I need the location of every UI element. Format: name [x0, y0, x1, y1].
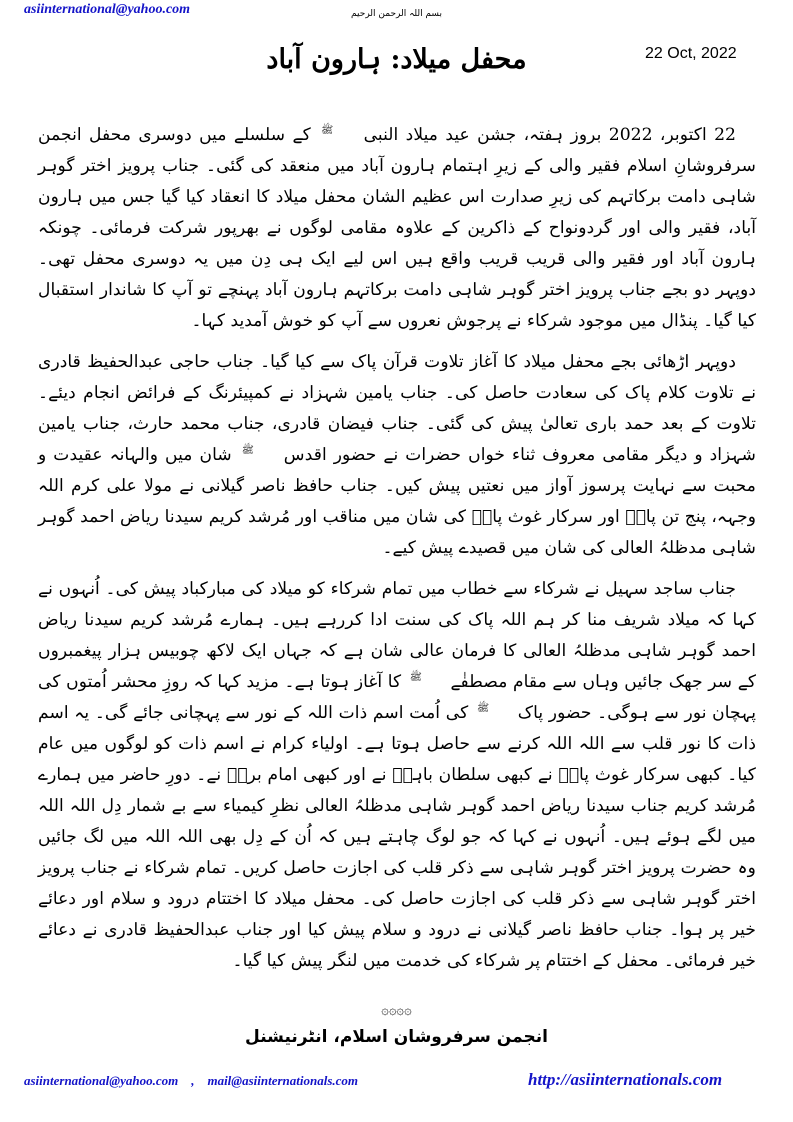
paragraph-1 — [38, 120, 756, 337]
salawat-icon: ﷺ — [409, 672, 422, 684]
footer-emails — [24, 1072, 358, 1090]
footer-email-1-link[interactable]: asiinternational@yahoo.com — [24, 1073, 179, 1088]
paragraph-2-text-b: شان میں والہانہ عقیدت و محبت سے نہایت پرسوز آواز میں نعتیں پیش کیں۔ جناب حافظ ناصر گیلانی نے مولا علی کرم اللہ وجہہ، پنج تن پاکؑ اور سرکار غوث پاکؓ کی شان میں مناقب اور مُرشد کریم سیدنا ریاض احمد گوہر شاہی مدظلہُ العالی کی شان میں قصیدے پیش کیے۔ — [38, 445, 756, 558]
website-link[interactable]: http://asiinternationals.com — [528, 1070, 723, 1089]
salawat-icon: ﷺ — [321, 125, 334, 137]
paragraph-3-text-a: جناب ساجد سہیل نے شرکاء سے خطاب میں تمام شرکاء کو میلاد کی مبارکباد پیش کی۔ اُنہوں نے کہا کہ میلاد شریف منا کر ہم اللہ پاک کی سنت ادا کررہے ہیں۔ ہمارے مُرشد کریم سیدنا ریاض احمد گوہر شاہی مدظلہُ العالی کا فرمان عالی شان ہے کہ جہاں ایک لاکھ چوبیس ہزار پیغمبروں کے سر جھک جائیں وہاں سے مقام مصطفٰے — [38, 579, 756, 692]
page-title: محفل میلاد: ہارون آباد — [266, 44, 527, 75]
paragraph-2-text-a: دوپہر اڑھائی بجے محفل میلاد کا آغاز تلاوت قرآن پاک سے کیا گیا۔ جناب حاجی عبدالحفیظ قادری نے تلاوت کلام پاک کی سعادت حاصل کی۔ جناب یامین شہزاد نے کمپیئرنگ کے فرائض انجام دیئے۔ تلاوت کے بعد حمد باری تعالیٰ پیش کی گئی۔ جناب فیضان قادری، جناب محمد حارث، جناب یامین شہزاد و دیگر مقامی معروف ثناء خواں حضرات نے حضور اقدس — [38, 352, 756, 465]
footer-email-2-link[interactable]: mail@asiinternationals.com — [207, 1073, 359, 1088]
paragraph-2 — [38, 347, 756, 564]
bismillah-heading: بسم اللہ الرحمن الرحیم — [351, 9, 442, 19]
email-separator: , — [191, 1073, 195, 1088]
paragraph-1-text-b: کے سلسلے میں دوسری محفل انجمن سرفروشانِ اسلام فقیر والی کے زیرِ اہتمام ہارون آباد میں منعقد کی گئی۔ جناب پرویز اختر گوہر شاہی دامت برکاتہم کی زیرِ صدارت اس عظیم الشان محفل میلاد کا انعقاد کیا گیا جس میں ہارون آباد، فقیر والی اور گردونواح کے ذاکرین کے علاوہ مقامی لوگوں نے بھرپور شرکت فرمائی۔ چونکہ ہارون آباد اور فقیر والی قریب قریب واقع ہیں اس لیے ایک ہی دِن میں یہ دوسری محفل تھی۔ دوپہر دو بجے جناب پرویز اختر گوہر شاہی دامت برکاتہم ہارون آباد پہنچے تو آپ کا شاندار استقبال کیا گیا۔ پنڈال میں موجود شرکاء نے پرجوش نعروں سے آپ کو خوش آمدید کہا۔ — [38, 125, 756, 331]
paragraph-1-text-a: 22 اکتوبر، 2022 بروز ہفتہ، جشن عید میلاد النبی — [363, 125, 736, 145]
article-body — [38, 120, 756, 987]
salawat-icon: ﷺ — [241, 445, 254, 457]
paragraph-3 — [38, 574, 756, 977]
header-email-link[interactable]: asiinternational@yahoo.com — [24, 2, 191, 17]
article-date: 22 Oct, 2022 — [645, 45, 737, 62]
organization-name: انجمن سرفروشان اسلام، انٹرنیشنل — [245, 1027, 548, 1047]
ornament-separator-icon: ۞۞۞۞ — [381, 1003, 412, 1018]
paragraph-3-text-c: کی اُمت اسم ذات اللہ کے نور سے پہچانی جائے گی۔ یہ اسم ذات کا نور قلب سے اللہ اللہ کرنے سے حاصل ہوتا ہے۔ اولیاء کرام نے اسم ذات کو لوگوں میں عام کیا۔ کبھی سرکار غوث پاکؓ نے کبھی سلطان باہوؒ نے اور کبھی امام بریؒ نے۔ دورِ حاضر میں ہمارے مُرشد کریم جناب سیدنا ریاض احمد گوہر شاہی مدظلہُ العالی نظرِ کیمیاء سے بے شمار دِل اللہ اللہ میں لگے ہوئے ہیں۔ اُنہوں نے کہا کہ جو لوگ چاہتے ہیں کہ اُن کے دِل بھی اللہ اللہ میں لگ جائیں وہ حضرت پرویز اختر گوہر شاہی سے ذکر قلب کی اجازت حاصل کریں۔ تمام شرکاء نے جناب پرویز اختر گوہر شاہی سے ذکر قلب کی اجازت حاصل کی۔ محفل میلاد کا اختتام درود و سلام اور دعائے خیر پر ہوا۔ جناب حافظ ناصر گیلانی نے درود و سلام پیش کیا اور جناب عبدالحفیظ قادری نے دعائے خیر فرمائی۔ محفل کے اختتام پر شرکاء کی خدمت میں لنگر پیش کیا گیا۔ — [38, 703, 756, 971]
paragraph-3-text-b: کا آغاز ہوتا ہے۔ مزید کہا کہ روزِ محشر اُمتوں کی پہچان نور سے ہوگی۔ حضور پاک — [38, 672, 756, 723]
salawat-icon: ﷺ — [476, 703, 490, 715]
